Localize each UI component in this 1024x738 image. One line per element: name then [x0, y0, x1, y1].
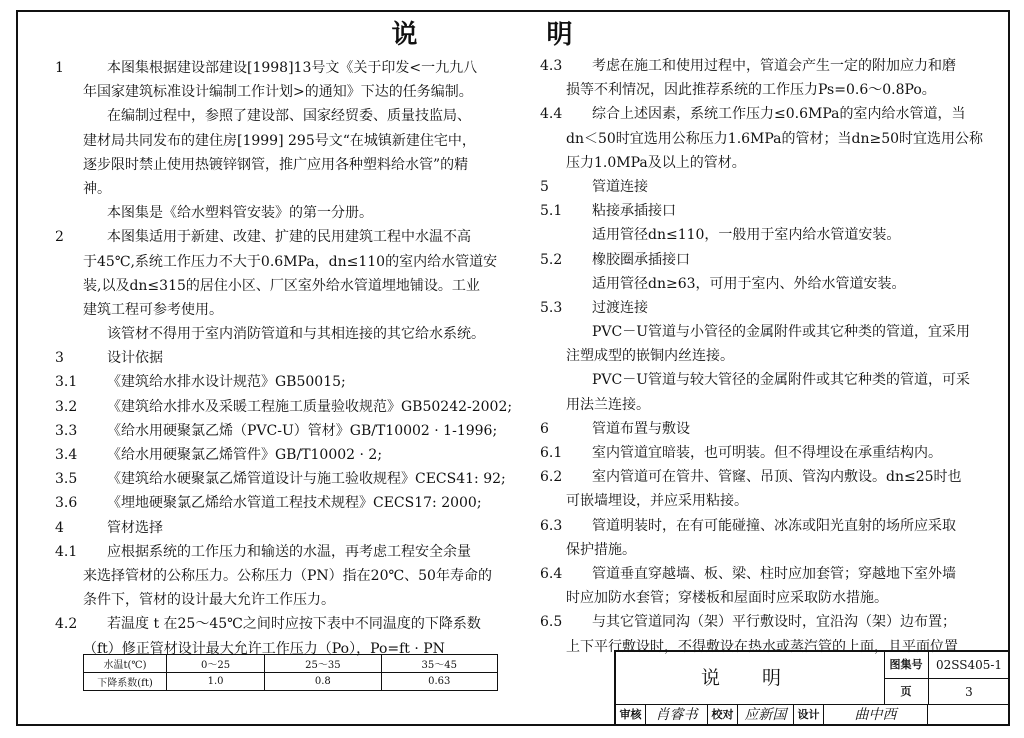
check-signature: 应新国 [738, 704, 794, 726]
clause-number: 2 [55, 229, 64, 246]
clause-text: 上下平行敷设时，不得敷设在热水或蒸汽管的上面，且平面位置 [566, 638, 958, 655]
clause-text: 应根据系统的工作压力和输送的水温，再考虑工程安全余量 [107, 543, 471, 560]
clause-text: 来选择管材的公称压力。公称压力（PN）指在20℃、50年寿命的 [83, 567, 492, 584]
clause-text: 适用管径dn≤110，一般用于室内给水管道安装。 [592, 227, 901, 244]
clause-text: 在编制过程中，参照了建设部、国家经贸委、质量技监局、 [107, 108, 471, 125]
title-block-name: 说 明 [616, 652, 885, 704]
title-block-labels [884, 652, 929, 704]
clause-text: 管道明装时，在有可能碰撞、冰冻或阳光直射的场所应采取 [592, 517, 956, 534]
title-block-values [928, 652, 1010, 704]
table-row-label: 下降系数(ft) [84, 673, 167, 691]
clause-text: 条件下，管材的设计最大允许工作压力。 [83, 592, 335, 609]
clause-text: 可嵌墙埋设，并应采用粘接。 [566, 493, 748, 510]
text-line [55, 395, 513, 419]
clause-text: 压力1.0MPa及以上的管材。 [566, 154, 746, 171]
clause-text: 设计依据 [107, 350, 163, 367]
text-line [540, 344, 970, 368]
text-line [540, 610, 970, 634]
left-column [55, 56, 513, 661]
clause-number: 3.1 [55, 374, 78, 391]
atlas-number-label: 图集号 [884, 652, 928, 679]
clause-text: 时应加防水套管；穿楼板和屋面时应采取防水措施。 [566, 590, 888, 607]
title-block-empty-cell [928, 704, 1010, 726]
text-line [540, 54, 970, 78]
table-cell: 0～25 [167, 655, 265, 673]
table-row-label: 水温t(℃) [84, 655, 167, 673]
table-row [84, 655, 498, 673]
text-line [55, 419, 498, 443]
clause-text: 年国家建筑标准设计编制工作计划>的通知》下达的任务编制。 [83, 84, 473, 101]
clause-text: 《给水用硬聚氯乙烯（PVC-U）管材》GB/T10002 · 1-1996; [107, 422, 498, 439]
page-number: 3 [965, 685, 973, 699]
clause-text: 管道布置与敷设 [592, 420, 690, 437]
text-line [540, 489, 970, 513]
clause-text: 建材局共同发布的建住房[1999] 295号文“在城镇新建住宅中， [83, 132, 476, 149]
text-line [540, 441, 970, 465]
clause-number: 1 [55, 60, 64, 76]
clause-text: 《建筑给水硬聚氯乙烯管道设计与施工验收规程》CECS41: 92; [107, 471, 506, 488]
clause-number: 4.1 [55, 543, 78, 560]
clause-text: 与其它管道同沟（架）平行敷设时，宜沿沟（架）边布置； [592, 614, 956, 631]
text-line [540, 393, 970, 417]
text-line [540, 586, 970, 610]
clause-text: 本图集根据建设部建设[1998]13号文《关于印发<一九九八 [107, 60, 478, 76]
table-cell: 1.0 [167, 673, 265, 691]
atlas-number: 02SS405-1 [928, 652, 1010, 679]
table-cell: 0.8 [265, 673, 381, 691]
text-line [540, 272, 970, 296]
text-line [540, 296, 970, 320]
text-line [540, 465, 970, 489]
text-line [540, 199, 970, 223]
clause-text: 考虑在施工和使用过程中，管道会产生一定的附加应力和磨 [592, 58, 956, 74]
clause-text: 注塑成型的嵌铜内丝连接。 [566, 348, 734, 365]
text-line [55, 225, 495, 249]
table-cell: 35～45 [381, 655, 497, 673]
clause-number: 3 [55, 350, 64, 367]
clause-text: dn＜50时宜选用公称压力1.6MPa的管材；当dn≥50时宜选用公称 [566, 130, 984, 147]
clause-text: 过渡连接 [592, 299, 648, 316]
clause-number: 5.2 [540, 251, 563, 268]
text-line [55, 370, 495, 394]
table-row [84, 673, 498, 691]
clause-number: 5.1 [540, 203, 563, 220]
clause-text: 建筑工程可参考使用。 [83, 301, 223, 318]
clause-number: 3.3 [55, 422, 78, 439]
clause-text: 室内管道可在管井、管窿、吊顶、管沟内敷设。dn≤25时也 [592, 469, 962, 486]
clause-number: 5.3 [540, 299, 563, 316]
table-cell: 25～35 [265, 655, 381, 673]
clause-text: 管道连接 [592, 178, 648, 195]
text-line [55, 588, 495, 612]
text-line [55, 56, 495, 80]
text-line [55, 322, 495, 346]
text-line [540, 417, 970, 441]
clause-text: （ft）修正管材设计最大允许工作压力（Po），Po=ft · PN [83, 640, 445, 657]
clause-text: 《建筑给水排水设计规范》GB50015; [107, 374, 346, 391]
title-block-top-row [616, 652, 1010, 705]
clause-number: 4.2 [55, 616, 78, 633]
text-line [540, 223, 970, 247]
clause-number: 3.4 [55, 447, 78, 463]
text-line [55, 201, 495, 225]
text-line [540, 562, 970, 586]
title-block [614, 650, 1010, 726]
text-line [540, 320, 970, 344]
clause-text: 保护措施。 [566, 541, 636, 558]
clause-text: 于45℃,系统工作压力不大于0.6MPa，dn≤110的室内给水管道安 [83, 253, 498, 270]
temperature-factor-table [83, 654, 498, 691]
clause-number: 6 [540, 420, 549, 437]
clause-text: 本图集是《给水塑料管安装》的第一分册。 [107, 205, 373, 222]
text-line [540, 248, 970, 272]
text-line [55, 467, 506, 491]
text-line [55, 129, 495, 153]
design-signature: 曲中西 [824, 704, 928, 726]
clause-text: 装,以及dn≤315的居住小区、厂区室外给水管道埋地铺设。工业 [83, 277, 480, 294]
clause-text: 管道垂直穿越墙、板、梁、柱时应加套管；穿越地下室外墙 [592, 565, 956, 582]
clause-number: 6.3 [540, 517, 563, 534]
text-line [540, 538, 970, 562]
clause-text: 橡胶圈承插接口 [592, 251, 690, 268]
clause-number: 6.4 [540, 565, 563, 582]
text-line [55, 104, 495, 128]
clause-text: 损等不利情况，因此推荐系统的工作压力Ps=0.6～0.8Po。 [566, 82, 936, 99]
clause-number: 3.5 [55, 471, 78, 488]
review-label: 审核 [616, 704, 646, 726]
text-line [55, 346, 495, 370]
clause-text: 神。 [83, 180, 111, 197]
clause-text: 《给水用硬聚氯乙烯管件》GB/T10002 · 2; [107, 447, 383, 463]
clause-text: PVC－U管道与小管径的金属附件或其它种类的管道，宜采用 [592, 324, 971, 341]
table-cell: 0.63 [381, 673, 497, 691]
text-line [540, 151, 970, 175]
clause-text: 管材选择 [107, 519, 163, 536]
clause-text: 本图集适用于新建、改建、扩建的民用建筑工程中水温不高 [107, 229, 471, 246]
clause-text: 适用管径dn≥63，可用于室内、外给水管道安装。 [592, 275, 906, 292]
clause-text: 该管材不得用于室内消防管道和与其相连接的其它给水系统。 [107, 326, 485, 343]
text-line [540, 175, 970, 199]
clause-text: 综合上述因素，系统工作压力≤0.6MPa的室内给水管道，当 [592, 106, 966, 123]
text-line [55, 516, 495, 540]
text-line [540, 78, 970, 102]
clause-number: 6.1 [540, 445, 563, 461]
text-line [55, 443, 495, 467]
clause-number: 3.2 [55, 398, 78, 415]
clause-text: 《建筑给水排水及采暖工程施工质量验收规范》GB50242-2002; [107, 398, 513, 415]
text-line [540, 102, 970, 126]
clause-text: 用法兰连接。 [566, 396, 650, 413]
review-signature: 肖睿书 [646, 704, 708, 726]
text-line [540, 127, 984, 151]
text-line [55, 274, 495, 298]
text-line [540, 368, 970, 392]
text-line [55, 540, 495, 564]
page-title: 说 明 [391, 20, 633, 50]
text-line [55, 564, 495, 588]
clause-text: 《埋地硬聚氯乙烯给水管道工程技术规程》CECS17: 2000; [107, 495, 482, 512]
text-line [55, 153, 495, 177]
clause-number: 6.5 [540, 614, 563, 631]
text-line [55, 491, 495, 515]
clause-text: 若温度 t 在25～45℃之间时应按下表中不同温度的下降系数 [107, 616, 481, 633]
clause-number: 6.2 [540, 469, 563, 486]
clause-text: PVC－U管道与较大管径的金属附件或其它种类的管道，可采 [592, 372, 971, 389]
text-line [55, 250, 498, 274]
page-label: 页 [900, 685, 912, 698]
text-line [55, 612, 495, 636]
clause-number: 5 [540, 178, 549, 195]
clause-text: 粘接承插接口 [592, 203, 676, 220]
text-line [55, 298, 495, 322]
check-label: 校对 [708, 704, 738, 726]
clause-number: 3.6 [55, 495, 78, 512]
clause-number: 4.3 [540, 58, 563, 74]
text-line [540, 514, 970, 538]
design-label: 设计 [794, 704, 824, 726]
clause-text: 室内管道宜暗装，也可明装。但不得埋设在承重结构内。 [592, 445, 942, 461]
clause-number: 4.4 [540, 106, 563, 123]
text-line [55, 177, 495, 201]
text-line [55, 80, 495, 104]
title-block-signature-row [616, 704, 1010, 726]
clause-number: 4 [55, 519, 64, 536]
right-column [540, 54, 984, 659]
clause-text: 逐步限时禁止使用热镀锌钢管，推广应用各种塑料给水管”的精 [83, 156, 469, 173]
